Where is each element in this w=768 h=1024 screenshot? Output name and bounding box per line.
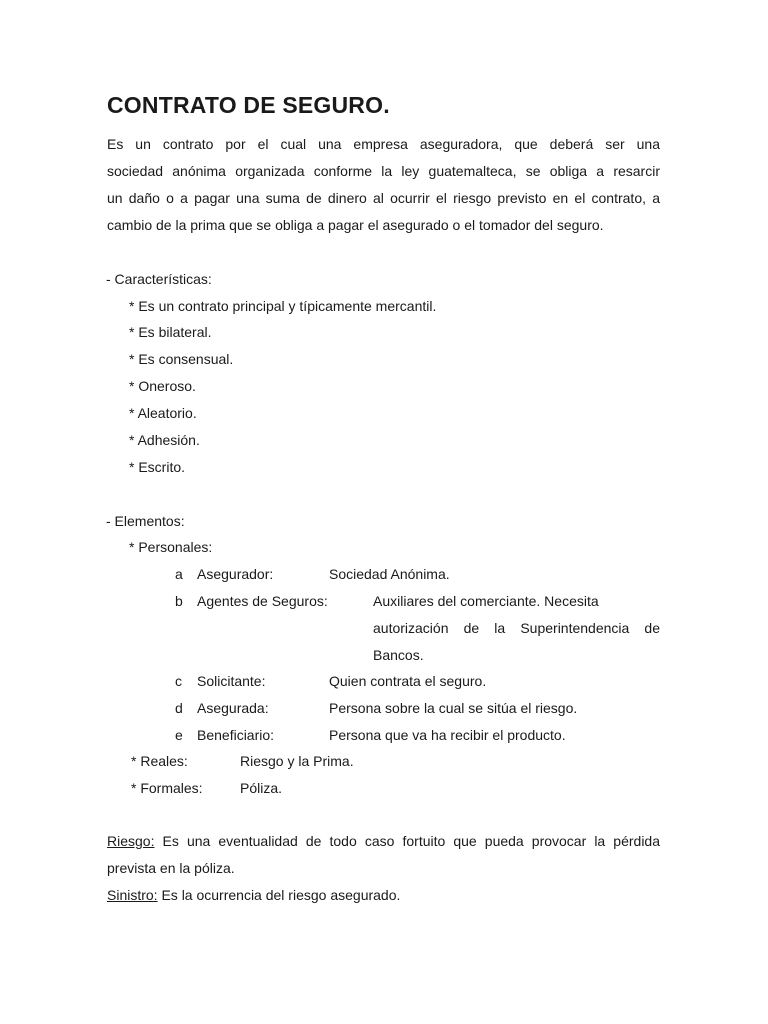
riesgo-definition [107, 831, 660, 851]
personal-letter: a [175, 566, 183, 582]
riesgo-text: Es una eventualidad de todo caso fortuito que pueda provocar la pérdida [162, 833, 660, 849]
personal-term: Asegurada: [197, 700, 269, 716]
siniestro-definition [107, 885, 400, 905]
personal-letter: b [175, 593, 183, 609]
reales-desc: Riesgo y la Prima. [240, 753, 354, 769]
caracteristica-item: * Oneroso. [129, 378, 196, 394]
caracteristica-item: * Aleatorio. [129, 405, 197, 421]
siniestro-text: Es la ocurrencia del riesgo asegurado. [161, 887, 401, 903]
intro-line: sociedad anónima organizada conforme la ley guatemalteca, se obliga a resarcir [107, 163, 660, 179]
personal-desc: Sociedad Anónima. [329, 566, 450, 582]
intro-paragraph [107, 131, 660, 239]
personal-term: Asegurador: [197, 566, 274, 582]
caracteristica-item: * Adhesión. [129, 432, 200, 448]
document-title: CONTRATO DE SEGURO. [107, 92, 390, 118]
formales-label: * Formales: [131, 780, 203, 796]
riesgo-term: Riesgo: [107, 833, 155, 849]
formales-desc: Póliza. [240, 780, 283, 796]
personal-letter: c [175, 673, 182, 689]
personal-desc: Bancos. [373, 647, 424, 663]
reales-label: * Reales: [131, 753, 188, 769]
riesgo-text-continued: prevista en la póliza. [107, 860, 235, 876]
personal-term: Beneficiario: [197, 727, 275, 743]
personal-letter: d [175, 700, 183, 716]
caracteristica-item: * Es consensual. [129, 351, 234, 367]
personal-desc: Persona que va ha recibir el producto. [329, 727, 566, 743]
personales-heading: * Personales: [129, 539, 213, 555]
personal-desc: autorización de la Superintendencia de [373, 620, 660, 636]
personal-desc: Quien contrata el seguro. [329, 673, 487, 689]
intro-line: cambio de la prima que se obliga a pagar el asegurado o el tomador del seguro. [107, 217, 604, 233]
intro-line: un daño o a pagar una suma de dinero al ocurrir el riesgo previsto en el contrato, a [107, 190, 660, 206]
caracteristicas-heading: - Características: [106, 271, 212, 287]
personal-desc: Auxiliares del comerciante. Necesita [373, 593, 599, 609]
siniestro-term: Sinistro: [107, 887, 158, 903]
intro-line: Es un contrato por el cual una empresa aseguradora, que deberá ser una [107, 136, 660, 152]
caracteristica-item: * Es un contrato principal y típicamente mercantil. [129, 298, 437, 314]
caracteristica-item: * Es bilateral. [129, 324, 212, 340]
personal-term: Agentes de Seguros: [197, 593, 328, 609]
caracteristica-item: * Escrito. [129, 459, 186, 475]
personal-term: Solicitante: [197, 673, 266, 689]
personal-letter: e [175, 727, 183, 743]
elementos-heading: - Elementos: [106, 513, 185, 529]
personal-desc: Persona sobre la cual se sitúa el riesgo. [329, 700, 578, 716]
